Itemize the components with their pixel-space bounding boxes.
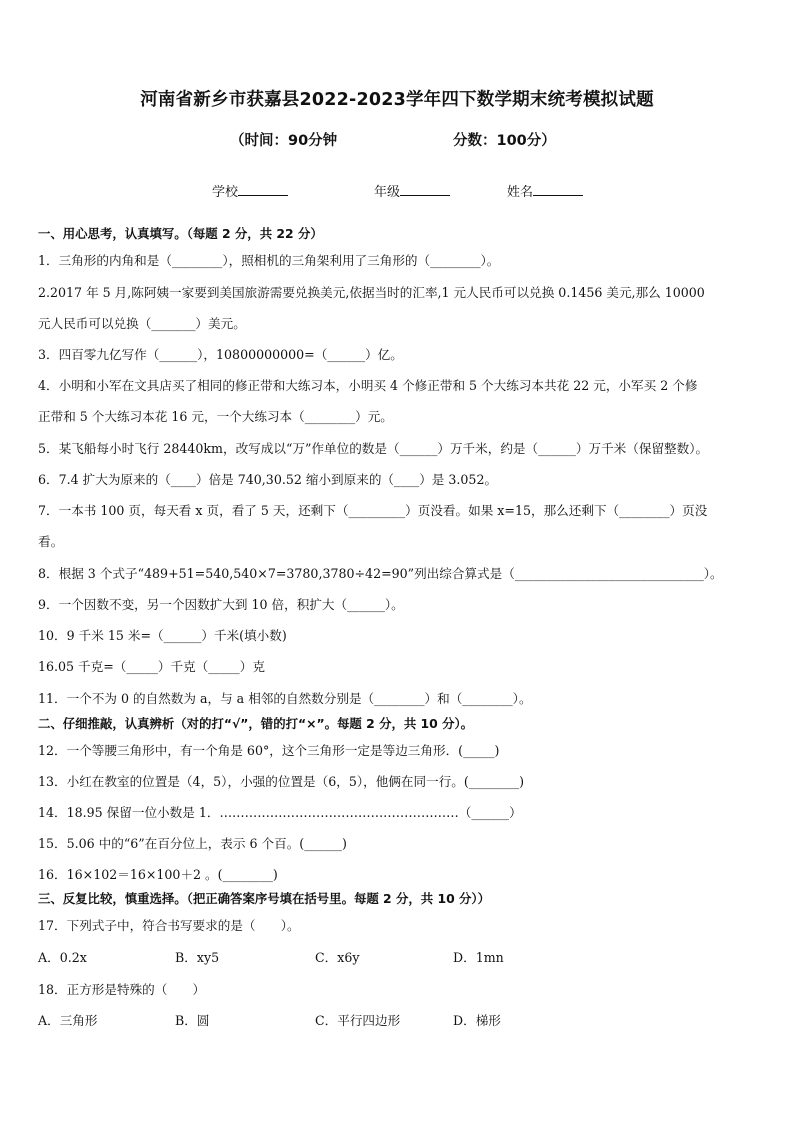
question-15: 15．5.06 中的“6”在百分位上，表示 6 个百。(______) xyxy=(38,836,347,851)
school-field[interactable] xyxy=(212,181,288,200)
question-2-line-1: 2.2017 年 5 月,陈阿姨一家要到美国旅游需要兑换美元,依据当时的汇率,1 元人民币可以兑换 0.1456 美元,那么 10000 xyxy=(38,285,705,300)
question-4-line-2: 正带和 5 个大练习本花 16 元，一个大练习本（________）元。 xyxy=(38,409,393,424)
page-title: 河南省新乡市获嘉县2022-2023学年四下数学期末统考模拟试题 xyxy=(140,90,654,110)
question-8: 8．根据 3 个式子“489+51=540,540×7=3780,3780÷42=90”列出综合算式是（______________________________）。 xyxy=(38,566,723,581)
q18-option-a[interactable]: A．三角形 xyxy=(38,1013,98,1028)
question-11: 11．一个不为 0 的自然数为 a，与 a 相邻的自然数分别是（________）和（________）。 xyxy=(38,691,532,706)
question-4-line-1: 4．小明和小军在文具店买了相同的修正带和大练习本，小明买 4 个修正带和 5 个大练习本共花 22 元，小军买 2 个修 xyxy=(38,378,698,393)
grade-blank[interactable] xyxy=(400,183,450,196)
question-7-line-1: 7．一本书 100 页，每天看 x 页，看了 5 天，还剩下（_________）页没看。如果 x=15，那么还剩下（________）页没 xyxy=(38,503,708,518)
question-13: 13．小红在教室的位置是（4，5），小强的位置是（6，5），他俩在同一行。(________) xyxy=(38,774,525,789)
question-12: 12．一个等腰三角形中，有一个角是 60°，这个三角形一定是等边三角形．(_____) xyxy=(38,743,500,758)
question-1: 1．三角形的内角和是（________），照相机的三角架利用了三角形的（________）。 xyxy=(38,253,500,268)
q17-option-b[interactable]: B．xy5 xyxy=(175,950,220,965)
question-18: 18．正方形是特殊的（ ） xyxy=(38,982,206,997)
exam-score: 分数：100分） xyxy=(453,133,556,149)
question-14: 14．18.95 保留一位小数是 1．…………………………………………………（______） xyxy=(38,805,522,820)
school-label: 学校 xyxy=(212,185,239,200)
question-9: 9．一个因数不变，另一个因数扩大到 10 倍，积扩大（______）。 xyxy=(38,597,404,612)
q17-option-d[interactable]: D．1mn xyxy=(453,950,504,965)
question-17: 17．下列式子中，符合书写要求的是（ ）。 xyxy=(38,918,300,933)
grade-field[interactable] xyxy=(374,181,450,200)
question-6: 6．7.4 扩大为原来的（____）倍是 740,30.52 缩小到原来的（____）是 3.052。 xyxy=(38,472,498,487)
school-blank[interactable] xyxy=(238,183,288,196)
section-1-heading: 一、用心思考，认真填写。（每题 2 分，共 22 分） xyxy=(38,226,323,241)
question-2-line-2: 元人民币可以兑换（_______）美元。 xyxy=(38,316,246,331)
name-label: 姓名 xyxy=(507,185,534,200)
q18-option-b[interactable]: B．圆 xyxy=(175,1013,210,1028)
question-5: 5．某飞船每小时飞行 28440km，改写成以“万”作单位的数是（______）万千米，约是（______）万千米（保留整数）。 xyxy=(38,441,709,456)
question-10-line-1: 10．9 千米 15 米=（______）千米(填小数) xyxy=(38,628,287,643)
exam-time: （时间：90分钟 xyxy=(230,133,338,149)
q18-option-c[interactable]: C．平行四边形 xyxy=(315,1013,401,1028)
grade-label: 年级 xyxy=(374,185,401,200)
q17-option-c[interactable]: C．x6y xyxy=(315,950,360,965)
q17-option-a[interactable]: A．0.2x xyxy=(38,950,87,965)
question-10-line-2: 16.05 千克=（_____）千克（_____）克 xyxy=(38,659,265,674)
question-3: 3．四百零九亿写作（______），10800000000=（______）亿。 xyxy=(38,347,403,362)
question-7-line-2: 看。 xyxy=(38,534,64,549)
question-16: 16．16×102＝16×100＋2 。(________) xyxy=(38,867,278,882)
name-blank[interactable] xyxy=(533,183,583,196)
section-3-heading: 三、反复比较，慎重选择。（把正确答案序号填在括号里。每题 2 分，共 10 分）） xyxy=(38,891,490,906)
q18-option-d[interactable]: D．梯形 xyxy=(453,1013,501,1028)
name-field[interactable] xyxy=(507,181,583,200)
section-2-heading: 二、仔细推敲，认真辨析（对的打“√”，错的打“×”。每题 2 分，共 10 分）。 xyxy=(38,716,474,731)
